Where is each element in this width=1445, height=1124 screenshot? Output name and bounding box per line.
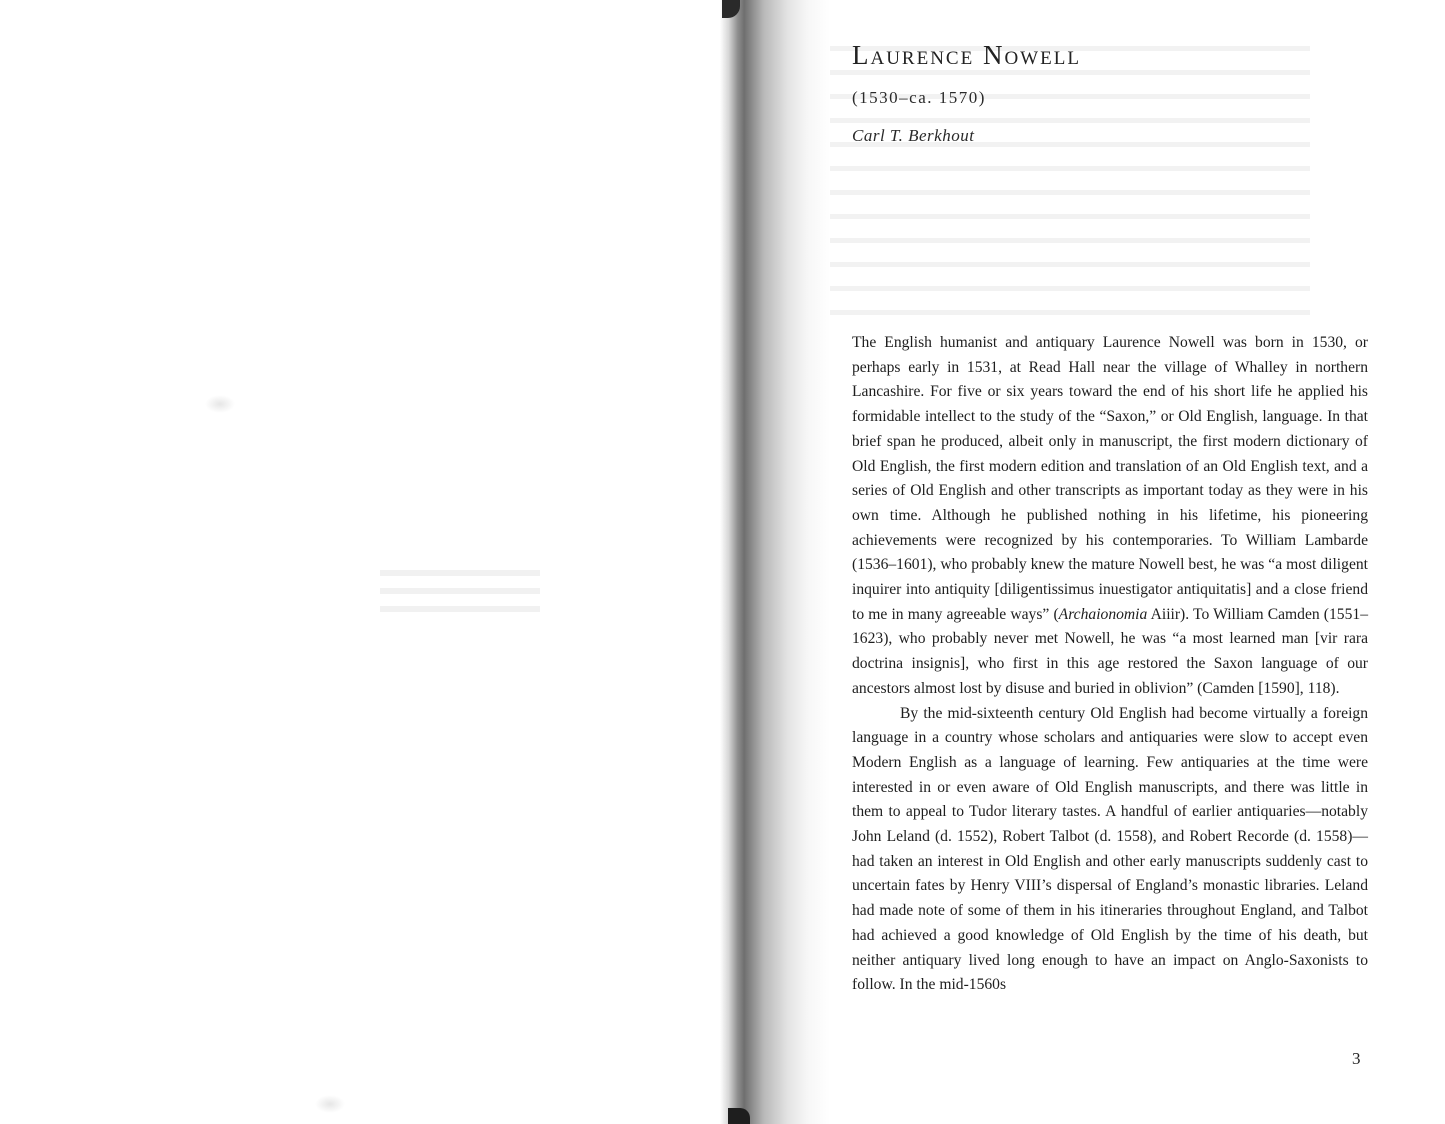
show-through-text	[380, 570, 540, 624]
body-text	[852, 331, 1368, 998]
paragraph-2: By the mid-sixteenth century Old English had become virtually a foreign language in a country whose scholars and antiquaries were slow to accept even Modern English as a language of learning. Few antiquaries at the time were interested in or even aware of Old English manuscripts, and there was little in them to appeal to Tudor literary tastes. A handful of earlier antiquaries—notably John Leland (d. 1552), Robert Talbot (d. 1558), and Robert Recorde (d. 1558)—had taken an interest in Old English and other early manuscripts suddenly cast to uncertain fates by Henry VIII’s dispersal of England’s monastic libraries. Leland had made note of some of them in his itineraries throughout England, and Talbot had achieved a good knowledge of Old English by the time of his death, but neither antiquary lived long enough to have an impact on Anglo-Saxonists to follow. In the mid-1560s	[852, 704, 1368, 994]
italic-title-archaionomia: Archaionomia	[1058, 605, 1148, 623]
paragraph-1-part-1: The English humanist and antiquary Laurence Nowell was born in 1530, or perhaps early in 1531, at Read Hall near the village of Whalley in northern Lancashire. For five or six years toward the end of his short life he applied his formidable intellect to the study of the “Saxon,” or Old English, language. In that brief span he produced, albeit only in manuscript, the first modern dictionary of Old English, the first modern edition and translation of an Old English text, and a series of Old English and other transcripts as important today as they were in his own time. Although he published nothing in his lifetime, his pioneering achievements were recognized by his contemporaries. To William Lambarde (1536–1601), who probably knew the mature Nowell best, he was “a most diligent inquirer into antiquity [diligentissimus inuestigator antiquitatis] and a close friend to me in many agreeable ways” (	[852, 334, 1368, 623]
paragraph-1	[852, 331, 1368, 702]
chapter-author: Carl T. Berkhout	[852, 126, 975, 145]
page-number: 3	[1352, 1049, 1361, 1068]
paper-speck	[315, 1095, 345, 1113]
gutter-shadow-bottom	[728, 1108, 750, 1124]
chapter-title: Laurence Nowell	[852, 40, 1081, 70]
paragraph-1-part-2: Aiiir). To William Camden (1551–1623), who probably never met Nowell, he was “a most learned man [vir rara doctrina insignis], who first in this age restored the Saxon language of our ancestors almost lost by disuse and buried in oblivion” (Camden [1590], 118).	[852, 605, 1368, 697]
paper-speck	[205, 395, 235, 413]
chapter-dates: (1530–ca. 1570)	[852, 88, 986, 107]
book-gutter	[720, 0, 830, 1124]
